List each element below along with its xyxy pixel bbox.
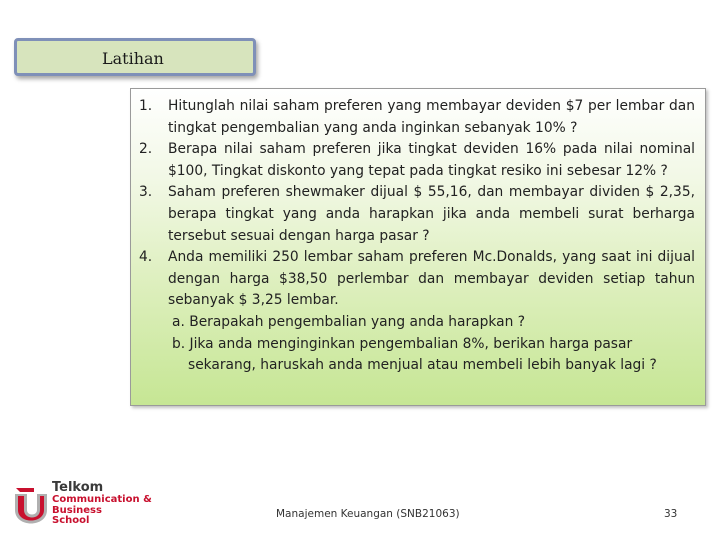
logo-line-1: Communication & — [52, 494, 152, 505]
logo-line-3: School — [52, 515, 90, 526]
footer-course: Manajemen Keuangan (SNB21063) — [276, 508, 460, 520]
sub-question-b: b. Jika anda menginginkan pengembalian 8%, berikan harga pasar — [172, 335, 633, 352]
slide-title: Latihan — [102, 49, 164, 68]
page-number: 33 — [664, 508, 678, 520]
telkom-logo — [14, 478, 154, 534]
telkom-u-icon — [14, 478, 50, 532]
question-item-1 — [139, 96, 695, 139]
question-item-4 — [139, 247, 695, 377]
sub-question-b-continued: sekarang, haruskah anda menjual atau membeli lebih banyak lagi ? — [188, 357, 657, 374]
question-number: 3. — [139, 184, 153, 201]
question-number: 1. — [139, 98, 153, 114]
title-box — [14, 38, 256, 76]
question-text: Saham preferen shewmaker dijual $ 55,16, dan membayar dividen $ 2,35, berapa tingkat yang anda harapkan jika anda membeli surat berharga tersebut sesuai dengan harga pasar ? — [168, 184, 695, 244]
logo-line-2: Business — [52, 504, 102, 516]
question-text: Anda memiliki 250 lembar saham preferen Mc.Donalds, yang saat ini dijual dengan harga $38,50 perlembar dan membayar deviden setiap tahun sebanyak $ 3,25 lembar. — [168, 249, 695, 309]
question-number: 4. — [139, 249, 153, 266]
question-text: Hitunglah nilai saham preferen yang membayar deviden $7 per lembar dan tingkat pengembalian yang anda inginkan sebanyak 10% ? — [168, 98, 695, 136]
logo-title: Telkom — [52, 480, 104, 495]
question-text: Berapa nilai saham preferen jika tingkat deviden 16% pada nilai nominal $100, Tingkat diskonto yang tepat pada tingkat resiko ini sebesar 12% ? — [168, 141, 695, 179]
question-box — [130, 88, 706, 406]
question-list — [139, 96, 695, 377]
question-number: 2. — [139, 141, 153, 158]
logo-wordmark — [52, 481, 152, 527]
sub-question-a: a. Berapakah pengembalian yang anda harapkan ? — [172, 313, 526, 330]
question-item-3 — [139, 182, 695, 247]
question-item-2 — [139, 139, 695, 182]
